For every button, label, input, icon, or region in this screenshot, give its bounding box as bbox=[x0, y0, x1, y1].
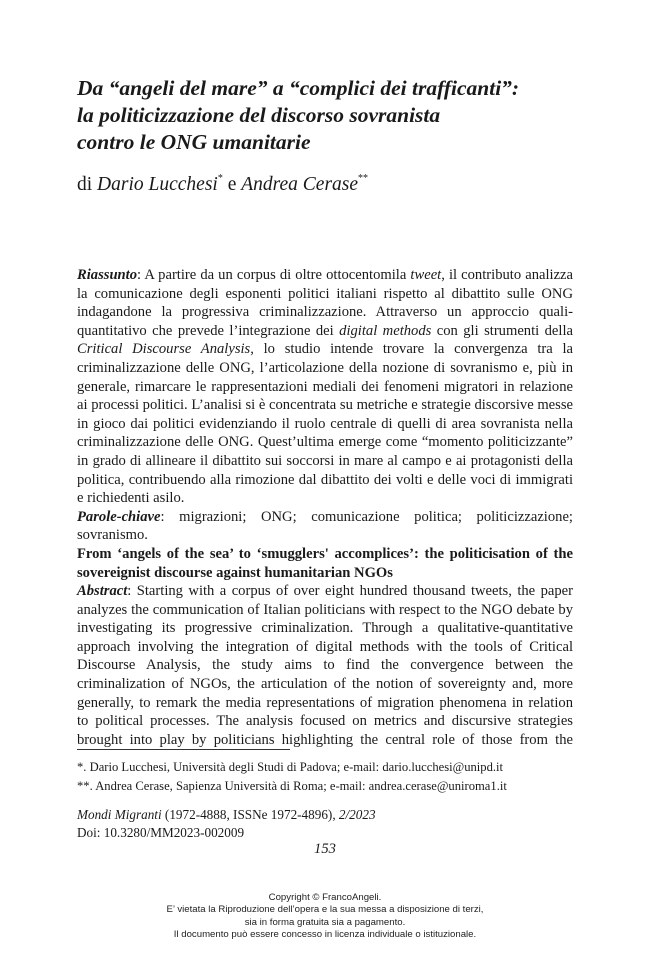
english-title-line: sovereignist discourse against humanitarian NGOs bbox=[77, 564, 393, 581]
text-run: : migrazioni; ONG; comunicazione politica; politicizzazione; bbox=[160, 508, 573, 525]
copyright-line: Copyright © FrancoAngeli. bbox=[268, 892, 382, 903]
copyright-notice bbox=[0, 892, 650, 942]
text-run: : Starting with a corpus of over eight hundred thousand tweets, the paper bbox=[127, 583, 573, 599]
text-line bbox=[77, 396, 573, 415]
title-line: contro le ONG umanitarie bbox=[77, 130, 311, 154]
text-line bbox=[77, 415, 573, 434]
emphasis-text: Critical Discourse Analysis bbox=[77, 341, 251, 358]
copyright-line: sia in forma gratuita sia a pagamento. bbox=[244, 916, 406, 928]
english-title bbox=[77, 545, 573, 582]
text-line bbox=[77, 526, 573, 545]
text-run: generale, rimarcare le rappresentazioni mediali dei fenomeni migratori in relazione bbox=[77, 378, 573, 395]
text-line bbox=[77, 675, 573, 694]
text-line bbox=[77, 601, 573, 620]
text-run: in grado di allineare il dibattito sui soccorsi in mare al campo e ai protagonisti della bbox=[77, 452, 573, 469]
text-run: , il contributo analizza bbox=[441, 267, 574, 283]
text-run: to political processes. The analysis focused on metrics and discursive strategies bbox=[77, 713, 573, 730]
text-run: : A partire da un corpus di oltre ottocentomila bbox=[137, 267, 411, 283]
italian-abstract bbox=[77, 266, 573, 545]
text-line bbox=[77, 694, 573, 713]
footnote-marker: ** bbox=[358, 173, 369, 184]
text-run: sovranismo. bbox=[77, 527, 148, 544]
text-run: e richiedenti asilo. bbox=[77, 490, 185, 507]
text-run: politica, contribuendo alla rimozione dal dibattito dei volti e delle voci di immigrati bbox=[77, 471, 573, 488]
text-line bbox=[77, 433, 573, 452]
section-label: Riassunto bbox=[77, 267, 138, 283]
text-line bbox=[77, 471, 573, 490]
text-line bbox=[77, 489, 573, 508]
text-line bbox=[77, 508, 573, 527]
text-line bbox=[77, 712, 573, 731]
text-run: quantitativo che prevede l’integrazione dei bbox=[77, 322, 340, 339]
text-line bbox=[77, 359, 573, 378]
footnotes bbox=[77, 758, 507, 796]
text-line bbox=[77, 638, 573, 657]
english-title-line: From ‘angels of the sea’ to ‘smugglers' accomplices’: the politicisation of the bbox=[77, 546, 573, 562]
author-name: Dario Lucchesi bbox=[97, 174, 218, 195]
text-line bbox=[77, 322, 573, 341]
text-run: indagandone la progressiva criminalizzazione. Attraverso un approccio quali- bbox=[77, 304, 573, 321]
byline-conjunction: e bbox=[222, 174, 242, 195]
text-line bbox=[77, 303, 573, 322]
footnote: **. Andrea Cerase, Sapienza Università di Roma; e-mail: andrea.cerase@uniroma1.it bbox=[77, 779, 507, 793]
footnote: *. Dario Lucchesi, Università degli Studi di Padova; e-mail: dario.lucchesi@unipd.it bbox=[77, 760, 504, 774]
text-run: la comunicazione degli esponenti politici italiani rispetto al dibattito sulle ONG bbox=[77, 285, 573, 302]
journal-citation bbox=[77, 806, 376, 824]
text-run: analyzes the communication of Italian politicians with respect to the NGO debate by bbox=[77, 601, 573, 618]
copyright-line: E’ vietata la Riproduzione dell’opera e la sua messa a disposizione di terzi, bbox=[166, 904, 484, 916]
text-line bbox=[77, 619, 573, 638]
text-run: , lo studio intende trovare la convergenza tra la bbox=[250, 341, 573, 358]
text-run: approach involving the integration of digital methods with the tools of Critical bbox=[77, 638, 573, 655]
text-line bbox=[77, 378, 573, 397]
author-name: Andrea Cerase bbox=[241, 174, 359, 195]
author-byline bbox=[77, 173, 368, 196]
journal-issue: 2/2023 bbox=[338, 807, 376, 822]
footnote-divider bbox=[77, 749, 290, 750]
text-line bbox=[77, 266, 573, 285]
article-title bbox=[77, 75, 597, 156]
text-run: brought into play by politicians highlighting the central role of those from the bbox=[77, 731, 573, 748]
text-line bbox=[77, 285, 573, 304]
footnote-marker: * bbox=[217, 173, 223, 184]
text-line bbox=[77, 731, 573, 750]
page-number: 153 bbox=[314, 841, 336, 857]
title-line: la politicizzazione del discorso sovranista bbox=[77, 103, 441, 127]
emphasis-text: digital methods bbox=[339, 322, 432, 339]
text-run: Discourse Analysis, the study aims to find the convergence between the bbox=[77, 657, 573, 674]
text-line bbox=[77, 340, 573, 359]
title-line: Da “angeli del mare” a “complici dei trafficanti”: bbox=[77, 76, 520, 100]
emphasis-text: tweet bbox=[410, 267, 442, 283]
journal-name: Mondi Migranti bbox=[77, 807, 162, 822]
text-run: criminalization of NGOs, the articulation of the notion of sovereignty and, more bbox=[77, 675, 573, 692]
text-run: criminalizzazione delle ONG. Quest’ultima emerge come “momento politicizzante” bbox=[77, 434, 573, 451]
text-run: in gioco dai politici evidenziando il ruolo centrale di quelli di area sovranista nella bbox=[77, 415, 573, 432]
text-run: generally, to remark the media representations of migration phenomena in relation bbox=[77, 694, 573, 711]
doi: Doi: 10.3280/MM2023-002009 bbox=[77, 825, 245, 840]
text-run: ai processi politici. L’analisi si è concentrata su metriche e strategie discorsive messe bbox=[77, 397, 573, 414]
copyright-line: Il documento può essere concesso in licenza individuale o istituzionale. bbox=[173, 929, 477, 941]
text-line bbox=[77, 656, 573, 675]
journal-info bbox=[77, 806, 376, 842]
text-run: investigating its progressive criminalization. Through a qualitative-quantitative bbox=[77, 620, 573, 637]
section-label: Abstract bbox=[77, 583, 128, 599]
text-run: con gli strumenti della bbox=[431, 322, 573, 339]
text-line bbox=[77, 582, 573, 601]
text-line bbox=[77, 452, 573, 471]
english-abstract bbox=[77, 582, 573, 749]
text-run: criminalizzazione delle ONG, l’articolazione della nozione di sovranismo e, più in bbox=[77, 359, 573, 376]
byline-prefix: di bbox=[77, 174, 98, 195]
journal-issn: (1972-4888, ISSNe 1972-4896), bbox=[161, 807, 339, 822]
section-label: Parole-chiave bbox=[77, 508, 161, 525]
